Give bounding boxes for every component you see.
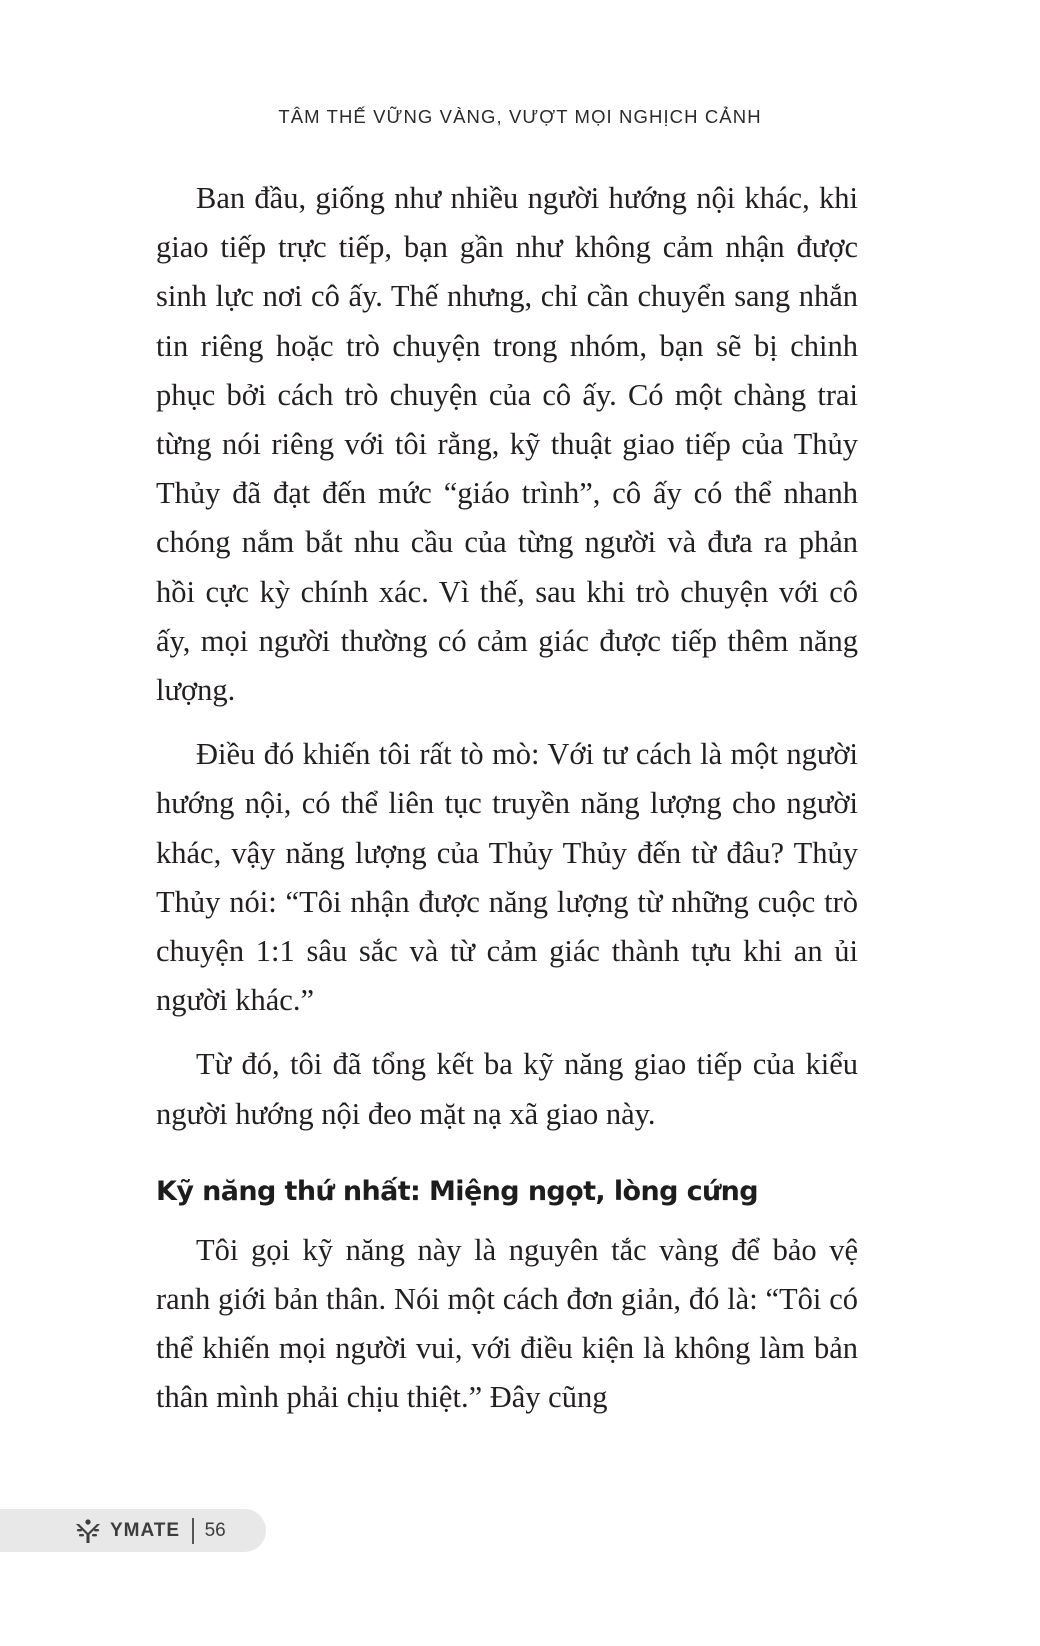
page-number: 56 — [204, 1519, 226, 1541]
section-heading: Kỹ năng thứ nhất: Miệng ngọt, lòng cứng — [156, 1175, 759, 1207]
ymate-logo-icon — [74, 1517, 102, 1545]
brand-name: YMATE — [110, 1519, 181, 1541]
footer-divider — [192, 1518, 194, 1544]
paragraph: Điều đó khiến tôi rất tò mò: Với tư cách là một người hướng nội, có thể liên tục truyền năng lượng cho người khác, vậy năng lượng của Thủy Thủy đến từ đâu? Thủy Thủy nói: “Tôi nhận được năng lượng từ những cuộc trò chuyện 1:1 sâu sắc và từ cảm giác thành tựu khi an ủi người khác.” — [156, 737, 858, 1018]
running-head: TÂM THẾ VỮNG VÀNG, VƯỢT MỌI NGHỊCH CẢNH — [278, 106, 762, 127]
paragraph: Tôi gọi kỹ năng này là nguyên tắc vàng để bảo vệ ranh giới bản thân. Nói một cách đơn giản, đó là: “Tôi có thể khiến mọi người vui, với điều kiện là không làm bản thân mình phải chịu thiệt.” Đây cũng — [156, 1232, 858, 1415]
paragraph: Ban đầu, giống như nhiều người hướng nội khác, khi giao tiếp trực tiếp, bạn gần như không cảm nhận được sinh lực nơi cô ấy. Thế nhưng, chỉ cần chuyển sang nhắn tin riêng hoặc trò chuyện trong nhóm, bạn sẽ bị chinh phục bởi cách trò chuyện của cô ấy. Có một chàng trai từng nói riêng với tôi rằng, kỹ thuật giao tiếp của Thủy Thủy đã đạt đến mức “giáo trình”, cô ấy có thể nhanh chóng nắm bắt nhu cầu của từng người và đưa ra phản hồi cực kỳ chính xác. Vì thế, sau khi trò chuyện với cô ấy, mọi người thường có cảm giác được tiếp thêm năng lượng. — [156, 181, 858, 708]
page-body — [156, 174, 858, 1438]
paragraph: Từ đó, tôi đã tổng kết ba kỹ năng giao tiếp của kiểu người hướng nội đeo mặt nạ xã giao này. — [156, 1047, 858, 1131]
page-footer — [0, 1509, 266, 1552]
